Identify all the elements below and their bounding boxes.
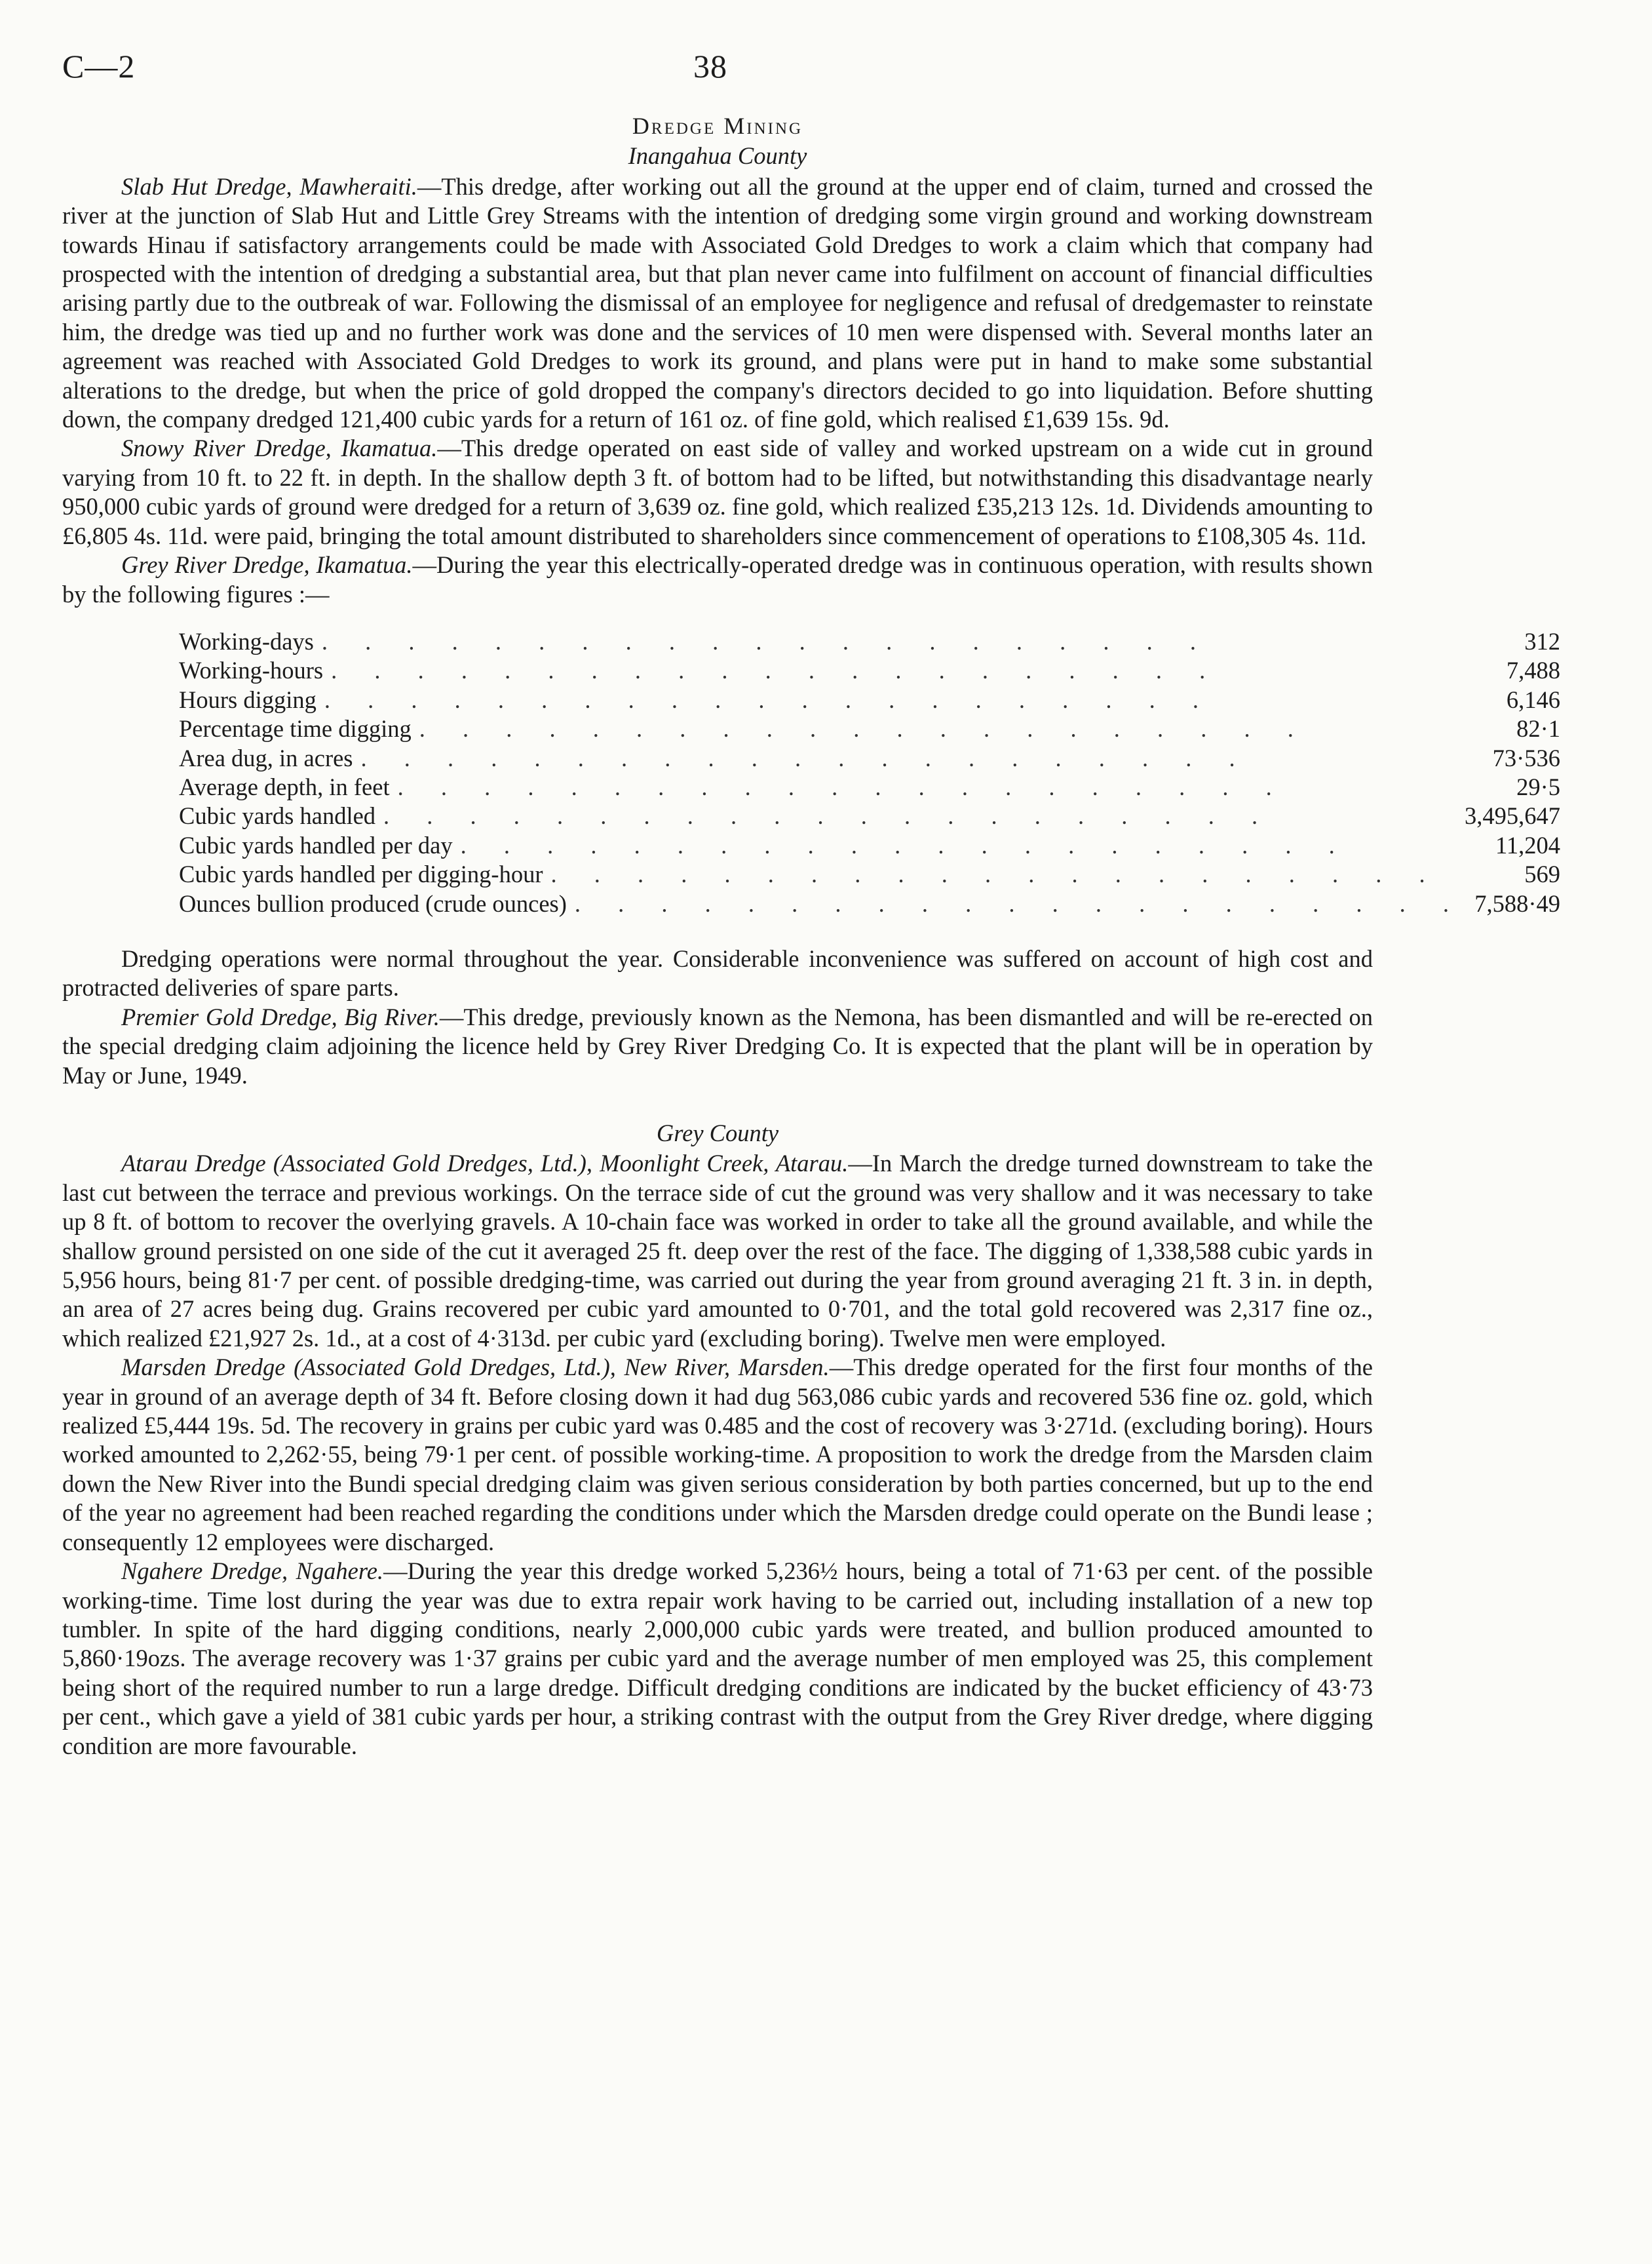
table-row [179, 889, 1652, 918]
table-row [179, 714, 1652, 743]
paragraph-text: —This dredge, previously known as the Nemona, has been dismantled and will be re-erected on the special dredging claim adjoining the licence held by Grey River Dredging Co. It is expected that the plant will be in operation by May or June, 1949. [62, 1003, 1373, 1089]
section-title: Dredge Mining [632, 113, 803, 139]
table-row [179, 831, 1652, 860]
stat-value: 11,204 [1495, 831, 1561, 859]
grey-river-stats-table [179, 627, 1652, 918]
paragraph-title: Atarau Dredge (Associated Gold Dredges, Ltd.), Moonlight Creek, Atarau. [121, 1150, 849, 1177]
leader-dots: . . . . . . . . . . . . . . . . . . . . . [324, 686, 1214, 713]
paragraph-title: Grey River Dredge, Ikamatua. [121, 551, 413, 579]
paragraph-marsden [62, 1353, 1373, 1557]
paragraph-title: Marsden Dredge (Associated Gold Dredges, Ltd.), New River, Marsden. [121, 1354, 830, 1381]
leader-dots: . . . . . . . . . . . . . . . . . . . . . [460, 831, 1351, 859]
stat-value: 7,488 [1506, 657, 1561, 684]
paragraph-text: —During the year this electrically-operated dredge was in continuous operation, with results shown by the following figures :— [62, 551, 1373, 608]
stat-label: Cubic yards handled [179, 802, 383, 829]
paragraph-title: Premier Gold Dredge, Big River. [121, 1003, 440, 1030]
paragraph-text: —This dredge operated on east side of valley and worked upstream on a wide cut in ground varying from 10 ft. to 22 ft. in depth. In the shallow depth 3 ft. of bottom had to be lifted, but notwithstanding this disadvantage nearly 950,000 cubic yards of ground were dredged for a return of 3,639 oz. fine gold, which realized £35,213 12s. 1d. Dividends amounting to £6,805 4s. 11d. were paid, bringing the total amount distributed to shareholders since commencement of operations to £108,305 4s. 11d. [62, 435, 1373, 549]
stat-value: 6,146 [1506, 686, 1561, 713]
stat-value: 312 [1524, 627, 1561, 655]
stat-value: 7,588·49 [1474, 889, 1561, 917]
paragraph-title: Ngahere Dredge, Ngahere. [121, 1557, 384, 1585]
leader-dots: . . . . . . . . . . . . . . . . . . . . . [419, 715, 1309, 743]
leader-dots: . . . . . . . . . . . . . . . . . . . . . [574, 889, 1465, 917]
report-code: C—2 [62, 48, 136, 85]
stat-label: Working-hours [179, 657, 331, 684]
stat-label: Cubic yards handled per day [179, 832, 461, 859]
stat-value: 29·5 [1516, 773, 1561, 800]
table-row [179, 627, 1652, 656]
stat-label: Working-days [179, 628, 322, 655]
table-row [179, 860, 1652, 889]
table-row [179, 656, 1652, 685]
paragraph-premier-gold [62, 1003, 1373, 1090]
paragraph-text: —This dredge operated for the first four months of the year in ground of an average depth of 34 ft. Before closing down it had dug 563,086 cubic yards and recovered 536 fine oz. gold, which realized £5,444 19s. 5d. The recovery in grains per cubic yard was 0.485 and the cost of recovery was 3·271d. (excluding boring). Hours worked amounted to 2,262·55, being 79·1 per cent. of possible working-time. A proposition to work the dredge from the Marsden claim down the New River into the Bundi special dredging claim was given serious consideration by both parties concerned, but up to the end of the year no agreement had been reached regarding the conditions under which the Marsden dredge could operate on the Bundi lease ; consequently 12 employees were discharged. [62, 1354, 1373, 1555]
table-row [179, 686, 1652, 714]
paragraph-snowy-river [62, 434, 1373, 551]
stat-value: 569 [1524, 861, 1561, 888]
stat-value: 73·536 [1492, 744, 1561, 771]
county-heading-inangahua: Inangahua County [628, 142, 807, 170]
stat-label: Hours digging [179, 686, 324, 713]
paragraph-title: Snowy River Dredge, Ikamatua. [121, 435, 438, 462]
table-row [179, 773, 1652, 802]
paragraph-text: —In March the dredge turned downstream to take the last cut between the terrace and previous workings. On the terrace side of cut the ground was very shallow and it was necessary to take up 8 ft. of bottom to recover the overlying gravels. A 10-chain face was worked in order to take all the ground available, and while the shallow ground persisted on one side of the cut it averaged 25 ft. deep over the rest of the face. The digging of 1,338,588 cubic yards in 5,956 hours, being 81·7 per cent. of possible dredging-time, was carried out during the year from ground averaging 21 ft. 3 in. in depth, an area of 27 acres being dug. Grains recovered per cubic yard amounted to 0·701, and the total gold recovered was 2,317 fine oz., which realized £21,927 2s. 1d., at a cost of 4·313d. per cubic yard (excluding boring). Twelve men were employed. [62, 1150, 1373, 1352]
leader-dots: . . . . . . . . . . . . . . . . . . . . . [360, 744, 1251, 771]
leader-dots: . . . . . . . . . . . . . . . . . . . . . [550, 861, 1441, 888]
paragraph-title: Slab Hut Dredge, Mawheraiti. [121, 172, 417, 200]
paragraph-ngahere [62, 1557, 1373, 1761]
stat-label: Cubic yards handled per digging-hour [179, 861, 550, 888]
table-row [179, 802, 1652, 830]
stat-label: Percentage time digging [179, 715, 419, 742]
paragraph-atarau [62, 1149, 1373, 1353]
paragraph-slab-hut [62, 172, 1373, 435]
table-row [179, 744, 1652, 773]
leader-dots: . . . . . . . . . . . . . . . . . . . . . [397, 773, 1288, 800]
leader-dots: . . . . . . . . . . . . . . . . . . . . . [383, 802, 1274, 830]
paragraph-text: —This dredge, after working out all the ground at the upper end of claim, turned and crossed the river at the junction of Slab Hut and Little Grey Streams with the intention of dredging some virgin ground and working downstream towards Hinau if satisfactory arrangements could be made with Associated Gold Dredges to work a claim which that company had prospected with the intention of dredging a substantial area, but that plan never came into fulfilment on account of financial difficulties arising partly due to the outbreak of war. Following the dismissal of an employee for negligence and refusal of dredgemaster to reinstate him, the dredge was tied up and no further work was done and the services of 10 men were dispensed with. Several months later an agreement was reached with Associated Gold Dredges to work its ground, and plans were put in hand to make some substantial alterations to the dredge, but when the price of gold dropped the company's directors decided to go into liquidation. Before shutting down, the company dredged 121,400 cubic yards for a return of 161 oz. of fine gold, which realised £1,639 15s. 9d. [62, 172, 1373, 433]
county-heading-grey: Grey County [656, 1120, 779, 1146]
stat-label: Ounces bullion produced (crude ounces) [179, 890, 575, 917]
paragraph-text: —During the year this dredge worked 5,236½ hours, being a total of 71·63 per cent. of the possible working-time. Time lost during the year was due to extra repair work having to be carried out, including installation of a new top tumbler. In spite of the hard digging conditions, nearly 2,000,000 cubic yards were treated, and bullion produced amounted to 5,860·19ozs. The average recovery was 1·37 grains per cubic yard and the average number of men employed was 25, this complement being short of the required number to run a large dredge. Difficult dredging conditions are indicated by the bucket efficiency of 43·73 per cent., which gave a yield of 381 cubic yards per hour, a striking contrast with the output from the Grey River dredge, where digging condition are more favourable. [62, 1557, 1373, 1759]
stat-label: Average depth, in feet [179, 773, 398, 800]
leader-dots: . . . . . . . . . . . . . . . . . . . . . [321, 627, 1212, 655]
page-number: 38 [693, 48, 727, 85]
paragraph-grey-river-notes: Dredging operations were normal throughout the year. Considerable inconvenience was suffered on account of high cost and protracted deliveries of spare parts. [62, 945, 1373, 1002]
stat-value: 82·1 [1516, 715, 1561, 743]
stat-label: Area dug, in acres [179, 745, 361, 771]
page-body [62, 111, 1561, 1761]
stat-value: 3,495,647 [1465, 802, 1561, 830]
leader-dots: . . . . . . . . . . . . . . . . . . . . . [331, 657, 1221, 684]
paragraph-grey-river [62, 551, 1373, 609]
